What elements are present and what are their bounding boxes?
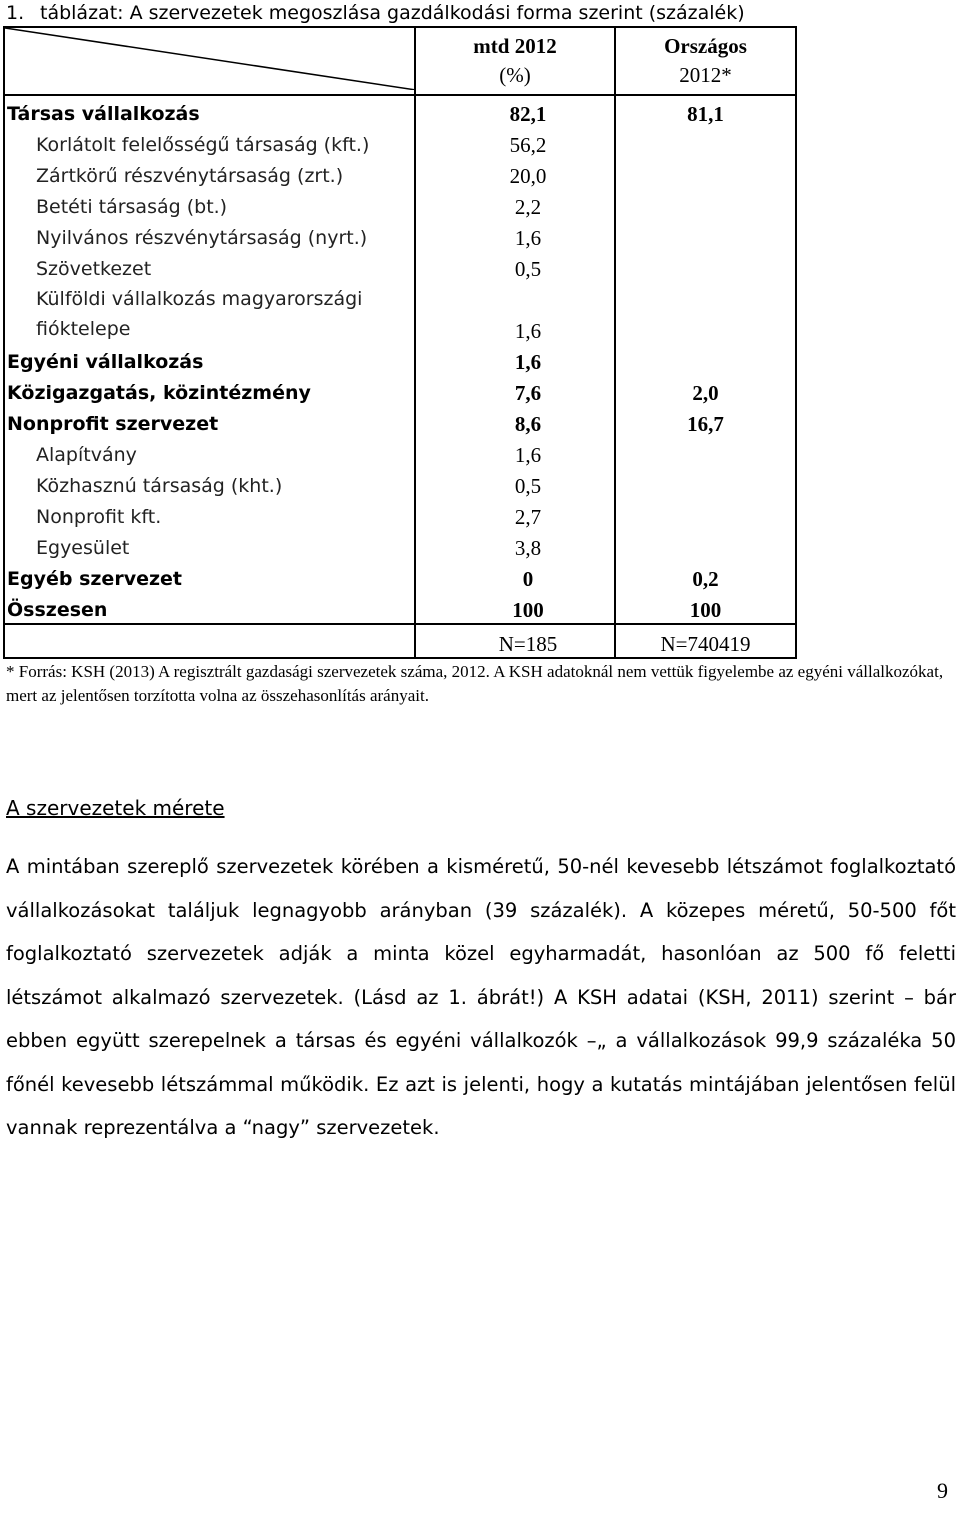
row-mtd-value: 7,6 [415, 375, 615, 406]
row-orszagos-value: 0,2 [615, 561, 796, 592]
row-label: Egyesület [4, 530, 415, 561]
table-row [4, 220, 796, 251]
row-orszagos-value [615, 158, 796, 189]
row-label: Nonprofit kft. [4, 499, 415, 530]
table-row [4, 406, 796, 437]
caption-text: táblázat: A szervezetek megoszlása gazdálkodási forma szerint (százalék) [40, 2, 745, 24]
distribution-table [3, 26, 795, 659]
table-row [4, 282, 796, 344]
caption-number: 1. [6, 2, 25, 24]
table-source-note: * Forrás: KSH (2013) A regisztrált gazdasági szervezetek száma, 2012. A KSH adatoknál nem vettük figyelembe az egyéni vállalkozókat, mert az jelentősen torzította volna az összehasonlítás arányait. [6, 662, 944, 705]
row-mtd-value: 1,6 [415, 282, 615, 344]
row-orszagos-value [615, 282, 796, 344]
row-mtd-value: 0,5 [415, 468, 615, 499]
row-mtd-value: 82,1 [415, 95, 615, 127]
header-mtd-line2: (%) [499, 63, 531, 87]
row-orszagos-value [615, 468, 796, 499]
row-orszagos-value: 100 [615, 592, 796, 624]
row-label [4, 624, 415, 658]
row-label: Alapítvány [4, 437, 415, 468]
row-mtd-value: 8,6 [415, 406, 615, 437]
table-row [4, 127, 796, 158]
row-mtd-value: 2,2 [415, 189, 615, 220]
row-orszagos-value [615, 251, 796, 282]
row-orszagos-value: 81,1 [615, 95, 796, 127]
row-orszagos-value [615, 499, 796, 530]
table-row [4, 530, 796, 561]
body-paragraph: A mintában szereplő szervezetek körében a kisméretű, 50-nél kevesebb létszámot foglalkoztató vállalkozásokat találjuk legnagyobb arányban (39 százalék). A közepes méretű, 50-500 főt foglalkoztató szervezetek adják a minta közel egyharmadát, hasonlóan az 500 fő feletti létszámot alkalmazó szervezetek. (Lásd az 1. ábrát!) A KSH adatai (KSH, 2011) szerint – bár ebben együtt szerepelnek a társas és egyéni vállalkozók –„ a vállalkozások 99,9 százaléka 50 főnél kevesebb létszámmal működik. Ez azt is jelenti, hogy a kutatás mintájában jelentősen felül vannak reprezentálva a “nagy” szervezetek. [6, 855, 956, 1139]
row-orszagos-value: N=740419 [615, 624, 796, 658]
table-row [4, 95, 796, 127]
diagonal-line [5, 28, 416, 90]
row-label: Nyilvános részvénytársaság (nyrt.) [4, 220, 415, 251]
row-orszagos-value [615, 127, 796, 158]
row-label: Összesen [4, 592, 415, 624]
header-orszagos-line2: 2012* [679, 63, 732, 87]
table-row [4, 158, 796, 189]
row-orszagos-value [615, 530, 796, 561]
row-mtd-value: 2,7 [415, 499, 615, 530]
section-title: A szervezetek mérete [6, 796, 225, 820]
table-row [4, 468, 796, 499]
table-row [4, 437, 796, 468]
row-label: Közigazgatás, közintézmény [4, 375, 415, 406]
row-mtd-value: 0 [415, 561, 615, 592]
header-orszagos [615, 27, 796, 95]
row-label: Szövetkezet [4, 251, 415, 282]
row-label: Külföldi vállalkozás magyarországi fióktelepe [4, 282, 415, 344]
row-orszagos-value [615, 437, 796, 468]
table-row [4, 499, 796, 530]
table-row [4, 624, 796, 658]
row-label: Egyéni vállalkozás [4, 344, 415, 375]
row-orszagos-value: 16,7 [615, 406, 796, 437]
row-mtd-value: N=185 [415, 624, 615, 658]
row-orszagos-value [615, 189, 796, 220]
row-mtd-value: 100 [415, 592, 615, 624]
row-mtd-value: 1,6 [415, 220, 615, 251]
table-row [4, 375, 796, 406]
row-orszagos-value [615, 220, 796, 251]
row-label: Társas vállalkozás [4, 95, 415, 127]
header-diagonal-cell [4, 27, 415, 95]
row-mtd-value: 0,5 [415, 251, 615, 282]
row-mtd-value: 3,8 [415, 530, 615, 561]
header-mtd-line1: mtd 2012 [473, 34, 557, 58]
table-row [4, 189, 796, 220]
table-row [4, 344, 796, 375]
table-row [4, 251, 796, 282]
row-label: Zártkörű részvénytársaság (zrt.) [4, 158, 415, 189]
row-label: Közhasznú társaság (kht.) [4, 468, 415, 499]
row-orszagos-value: 2,0 [615, 375, 796, 406]
row-mtd-value: 1,6 [415, 437, 615, 468]
table-caption [6, 2, 745, 24]
row-mtd-value: 56,2 [415, 127, 615, 158]
page-number: 9 [937, 1478, 948, 1503]
header-orszagos-line1: Országos [664, 34, 747, 58]
table-row [4, 592, 796, 624]
row-orszagos-value [615, 344, 796, 375]
row-label: Egyéb szervezet [4, 561, 415, 592]
table-row [4, 561, 796, 592]
row-mtd-value: 20,0 [415, 158, 615, 189]
table-header-row [4, 27, 796, 95]
row-label: Nonprofit szervezet [4, 406, 415, 437]
header-mtd [415, 27, 615, 95]
row-label: Betéti társaság (bt.) [4, 189, 415, 220]
row-mtd-value: 1,6 [415, 344, 615, 375]
row-label: Korlátolt felelősségű társaság (kft.) [4, 127, 415, 158]
